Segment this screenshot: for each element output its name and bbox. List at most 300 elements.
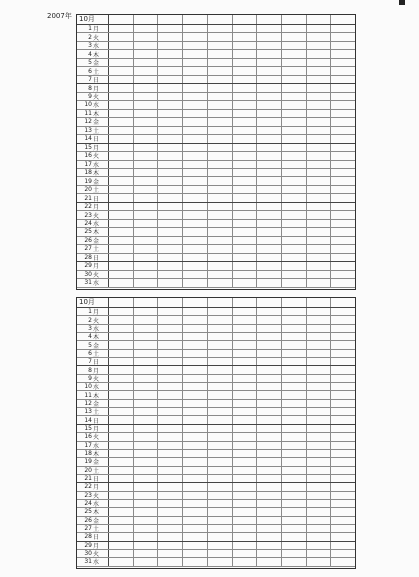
day-label	[77, 483, 109, 490]
table-cell	[282, 408, 307, 415]
top-table-header	[77, 15, 355, 25]
table-cell	[331, 110, 355, 117]
table-cell	[282, 483, 307, 490]
table-cell	[233, 67, 258, 74]
table-cell	[331, 308, 355, 315]
day-number: 3	[88, 42, 92, 50]
table-cell	[158, 42, 183, 49]
table-cell	[233, 279, 258, 286]
bottom-month-label: 10月	[77, 298, 109, 307]
table-row	[77, 425, 355, 433]
weekday: 月	[93, 542, 100, 550]
table-cell	[208, 525, 233, 532]
table-cell	[134, 558, 159, 565]
day-number: 23	[84, 211, 92, 219]
table-cell	[183, 475, 208, 482]
table-row	[77, 194, 355, 202]
day-number: 25	[84, 228, 92, 236]
table-cell	[158, 350, 183, 357]
weekday: 金	[93, 60, 100, 68]
day-number: 10	[84, 383, 92, 391]
table-row	[77, 254, 355, 262]
table-cell	[307, 416, 332, 423]
table-cell	[257, 433, 282, 440]
header-cell	[158, 15, 183, 24]
table-cell	[134, 262, 159, 269]
table-cell	[233, 475, 258, 482]
table-cell	[257, 279, 282, 286]
day-label	[77, 211, 109, 218]
weekday: 土	[93, 409, 100, 417]
table-cell	[257, 127, 282, 134]
day-number: 14	[84, 416, 92, 424]
table-row	[77, 144, 355, 152]
table-cell	[307, 135, 332, 142]
table-cell	[282, 254, 307, 261]
table-cell	[158, 25, 183, 32]
table-cell	[158, 442, 183, 449]
table-cell	[233, 517, 258, 524]
weekday: 日	[93, 534, 100, 542]
table-cell	[183, 483, 208, 490]
table-cell	[331, 442, 355, 449]
table-cell	[282, 84, 307, 91]
table-cell	[307, 391, 332, 398]
header-cell	[282, 15, 307, 24]
table-cell	[208, 316, 233, 323]
table-cell	[233, 550, 258, 557]
day-label	[77, 391, 109, 398]
table-cell	[208, 517, 233, 524]
table-cell	[307, 525, 332, 532]
table-cell	[307, 333, 332, 340]
table-cell	[134, 517, 159, 524]
table-cell	[307, 550, 332, 557]
day-number: 22	[84, 203, 92, 211]
table-cell	[109, 467, 134, 474]
table-cell	[257, 211, 282, 218]
weekday: 火	[93, 551, 100, 559]
table-cell	[233, 177, 258, 184]
table-cell	[307, 25, 332, 32]
table-cell	[331, 84, 355, 91]
table-cell	[109, 333, 134, 340]
table-cell	[134, 308, 159, 315]
table-cell	[109, 67, 134, 74]
table-cell	[158, 84, 183, 91]
table-row	[77, 550, 355, 558]
table-cell	[109, 308, 134, 315]
top-table	[76, 14, 356, 290]
table-cell	[134, 383, 159, 390]
table-cell	[109, 186, 134, 193]
day-label	[77, 237, 109, 244]
weekday: 火	[93, 34, 100, 42]
table-cell	[134, 525, 159, 532]
table-cell	[257, 194, 282, 201]
table-cell	[331, 59, 355, 66]
table-cell	[208, 558, 233, 565]
day-label	[77, 333, 109, 340]
table-cell	[307, 508, 332, 515]
table-row	[77, 169, 355, 177]
table-cell	[331, 144, 355, 151]
day-number: 7	[88, 76, 92, 84]
table-cell	[233, 84, 258, 91]
day-number: 19	[84, 177, 92, 185]
header-cell	[183, 298, 208, 307]
table-row	[77, 350, 355, 358]
table-cell	[158, 542, 183, 549]
header-cell	[158, 298, 183, 307]
table-cell	[282, 93, 307, 100]
header-cell	[257, 298, 282, 307]
table-cell	[134, 279, 159, 286]
table-cell	[208, 458, 233, 465]
day-number: 17	[84, 441, 92, 449]
table-cell	[282, 442, 307, 449]
table-cell	[183, 93, 208, 100]
weekday: 水	[93, 280, 100, 288]
table-cell	[208, 84, 233, 91]
weekday: 月	[93, 484, 100, 492]
day-number: 15	[84, 424, 92, 432]
table-cell	[158, 76, 183, 83]
table-cell	[331, 42, 355, 49]
day-number: 29	[84, 541, 92, 549]
day-number: 20	[84, 466, 92, 474]
table-cell	[307, 220, 332, 227]
table-cell	[307, 118, 332, 125]
table-cell	[307, 203, 332, 210]
table-cell	[307, 76, 332, 83]
table-cell	[307, 383, 332, 390]
table-cell	[158, 279, 183, 286]
table-cell	[282, 500, 307, 507]
table-cell	[233, 341, 258, 348]
table-cell	[134, 254, 159, 261]
table-cell	[158, 508, 183, 515]
table-cell	[331, 271, 355, 278]
table-row	[77, 366, 355, 374]
table-cell	[109, 211, 134, 218]
table-row	[77, 118, 355, 126]
table-cell	[158, 67, 183, 74]
table-cell	[183, 254, 208, 261]
table-cell	[282, 558, 307, 565]
table-cell	[208, 271, 233, 278]
day-number: 28	[84, 533, 92, 541]
table-cell	[158, 308, 183, 315]
table-cell	[109, 433, 134, 440]
table-cell	[307, 558, 332, 565]
table-cell	[233, 211, 258, 218]
table-cell	[307, 228, 332, 235]
table-cell	[109, 500, 134, 507]
table-cell	[183, 375, 208, 382]
weekday: 土	[93, 127, 100, 135]
weekday: 火	[93, 492, 100, 500]
table-cell	[158, 325, 183, 332]
table-cell	[282, 144, 307, 151]
table-cell	[158, 152, 183, 159]
day-number: 11	[84, 391, 92, 399]
table-cell	[282, 467, 307, 474]
table-cell	[109, 316, 134, 323]
table-cell	[208, 262, 233, 269]
table-row	[77, 245, 355, 253]
table-cell	[307, 245, 332, 252]
table-cell	[307, 366, 332, 373]
table-cell	[183, 228, 208, 235]
table-cell	[257, 177, 282, 184]
table-cell	[257, 316, 282, 323]
table-cell	[307, 50, 332, 57]
day-number: 25	[84, 508, 92, 516]
table-cell	[183, 550, 208, 557]
table-row	[77, 33, 355, 41]
table-cell	[208, 161, 233, 168]
table-cell	[109, 50, 134, 57]
table-cell	[208, 228, 233, 235]
table-cell	[158, 483, 183, 490]
table-cell	[331, 161, 355, 168]
table-row	[77, 59, 355, 67]
table-cell	[109, 525, 134, 532]
table-row	[77, 492, 355, 500]
table-row	[77, 93, 355, 101]
table-cell	[208, 33, 233, 40]
table-cell	[109, 442, 134, 449]
table-cell	[158, 500, 183, 507]
table-cell	[208, 110, 233, 117]
table-cell	[134, 203, 159, 210]
table-cell	[257, 161, 282, 168]
table-cell	[233, 254, 258, 261]
table-cell	[109, 408, 134, 415]
table-cell	[331, 483, 355, 490]
table-cell	[307, 110, 332, 117]
table-cell	[134, 416, 159, 423]
table-cell	[331, 67, 355, 74]
weekday: 土	[93, 526, 100, 534]
table-row	[77, 408, 355, 416]
table-cell	[257, 25, 282, 32]
table-cell	[282, 245, 307, 252]
table-cell	[183, 279, 208, 286]
table-cell	[282, 508, 307, 515]
table-cell	[307, 542, 332, 549]
day-number: 28	[84, 253, 92, 261]
table-cell	[307, 450, 332, 457]
table-cell	[183, 383, 208, 390]
table-cell	[158, 177, 183, 184]
header-cell	[233, 298, 258, 307]
table-cell	[134, 500, 159, 507]
table-cell	[257, 67, 282, 74]
table-cell	[109, 144, 134, 151]
weekday: 月	[93, 204, 100, 212]
day-number: 29	[84, 262, 92, 270]
table-cell	[158, 93, 183, 100]
table-cell	[158, 194, 183, 201]
day-label	[77, 525, 109, 532]
table-cell	[134, 391, 159, 398]
table-cell	[158, 110, 183, 117]
table-row	[77, 325, 355, 333]
day-number: 18	[84, 450, 92, 458]
table-cell	[331, 169, 355, 176]
day-label	[77, 550, 109, 557]
table-cell	[158, 400, 183, 407]
day-label	[77, 110, 109, 117]
header-cell	[331, 15, 355, 24]
table-cell	[233, 308, 258, 315]
table-row	[77, 558, 355, 566]
table-cell	[307, 517, 332, 524]
table-cell	[233, 425, 258, 432]
table-cell	[282, 358, 307, 365]
table-cell	[208, 408, 233, 415]
day-number: 31	[84, 558, 92, 566]
table-row	[77, 500, 355, 508]
table-cell	[282, 76, 307, 83]
table-cell	[109, 33, 134, 40]
table-cell	[282, 433, 307, 440]
table-cell	[183, 127, 208, 134]
header-cell	[257, 15, 282, 24]
table-cell	[134, 152, 159, 159]
table-cell	[183, 467, 208, 474]
table-cell	[109, 416, 134, 423]
table-cell	[282, 450, 307, 457]
table-cell	[331, 262, 355, 269]
table-cell	[331, 76, 355, 83]
table-cell	[282, 316, 307, 323]
weekday: 水	[93, 384, 100, 392]
table-cell	[331, 101, 355, 108]
table-cell	[208, 254, 233, 261]
table-cell	[208, 118, 233, 125]
table-cell	[183, 333, 208, 340]
day-label	[77, 127, 109, 134]
day-label	[77, 93, 109, 100]
table-row	[77, 127, 355, 135]
table-cell	[282, 517, 307, 524]
table-cell	[257, 391, 282, 398]
table-cell	[282, 383, 307, 390]
table-cell	[109, 169, 134, 176]
table-cell	[183, 50, 208, 57]
table-cell	[208, 400, 233, 407]
table-cell	[307, 33, 332, 40]
weekday: 日	[93, 136, 100, 144]
day-label	[77, 542, 109, 549]
table-cell	[331, 325, 355, 332]
table-cell	[257, 325, 282, 332]
table-cell	[233, 262, 258, 269]
table-cell	[183, 59, 208, 66]
day-label	[77, 400, 109, 407]
table-cell	[208, 245, 233, 252]
table-cell	[233, 358, 258, 365]
header-cell	[134, 15, 159, 24]
table-cell	[282, 550, 307, 557]
table-cell	[282, 101, 307, 108]
weekday: 月	[93, 425, 100, 433]
weekday: 日	[93, 77, 100, 85]
weekday: 火	[93, 434, 100, 442]
day-label	[77, 279, 109, 286]
table-cell	[331, 33, 355, 40]
table-cell	[331, 118, 355, 125]
table-cell	[257, 375, 282, 382]
table-cell	[233, 152, 258, 159]
table-cell	[257, 228, 282, 235]
table-cell	[183, 433, 208, 440]
table-cell	[134, 375, 159, 382]
table-cell	[307, 67, 332, 74]
table-cell	[307, 475, 332, 482]
table-cell	[134, 333, 159, 340]
table-cell	[282, 325, 307, 332]
table-cell	[233, 408, 258, 415]
table-cell	[307, 169, 332, 176]
day-number: 23	[84, 491, 92, 499]
table-cell	[109, 59, 134, 66]
table-row	[77, 508, 355, 516]
table-cell	[307, 533, 332, 540]
table-cell	[158, 517, 183, 524]
day-label	[77, 433, 109, 440]
weekday: 日	[93, 476, 100, 484]
table-cell	[282, 492, 307, 499]
day-number: 5	[88, 341, 92, 349]
table-cell	[109, 237, 134, 244]
table-cell	[134, 177, 159, 184]
day-label	[77, 228, 109, 235]
weekday: 日	[93, 254, 100, 262]
weekday: 月	[93, 85, 100, 93]
table-row	[77, 308, 355, 316]
day-label	[77, 118, 109, 125]
table-row	[77, 391, 355, 399]
weekday: 水	[93, 442, 100, 450]
table-cell	[158, 127, 183, 134]
table-cell	[134, 25, 159, 32]
table-cell	[282, 350, 307, 357]
table-cell	[257, 383, 282, 390]
table-cell	[257, 542, 282, 549]
table-row	[77, 442, 355, 450]
table-cell	[233, 467, 258, 474]
table-cell	[158, 475, 183, 482]
day-label	[77, 254, 109, 261]
table-cell	[183, 25, 208, 32]
table-cell	[307, 325, 332, 332]
table-cell	[233, 492, 258, 499]
table-cell	[208, 500, 233, 507]
table-cell	[257, 245, 282, 252]
table-row	[77, 101, 355, 109]
weekday: 金	[93, 517, 100, 525]
table-cell	[331, 542, 355, 549]
table-cell	[158, 33, 183, 40]
table-cell	[134, 84, 159, 91]
table-cell	[134, 467, 159, 474]
table-cell	[134, 316, 159, 323]
table-row	[77, 467, 355, 475]
